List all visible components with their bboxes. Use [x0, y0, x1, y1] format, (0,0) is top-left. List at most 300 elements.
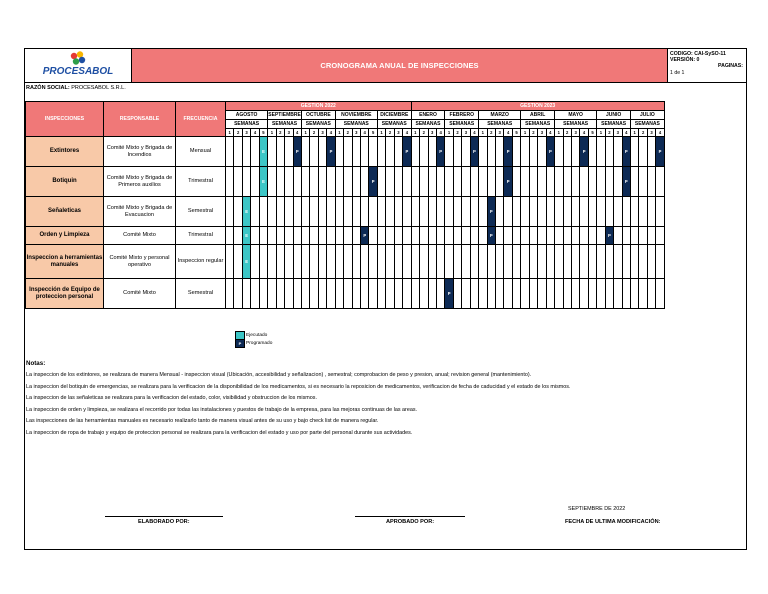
schedule-cell	[571, 245, 579, 279]
inspection-row	[26, 197, 665, 227]
week-number: 1	[377, 129, 385, 137]
frecuencia-cell: Inspeccion regular	[176, 245, 226, 279]
schedule-cell	[631, 137, 639, 167]
schedule-cell	[529, 227, 537, 245]
fecha-label: FECHA DE ULTIMA MODIFICACIÓN:	[565, 519, 661, 525]
schedule-cell	[318, 245, 326, 279]
schedule-cell	[647, 279, 655, 309]
programmed-swatch: P	[235, 339, 245, 348]
week-number: 1	[335, 129, 343, 137]
schedule-cell	[597, 197, 605, 227]
schedule-cell	[496, 227, 504, 245]
legend-label: Ejecutado	[246, 332, 268, 338]
schedule-cell	[335, 137, 343, 167]
month-header: ENERO	[411, 111, 445, 120]
inspection-name: Inspección de Equipo de proteccion personal	[26, 279, 104, 309]
schedule-cell	[445, 245, 453, 279]
note-line: La inspeccion de las señaleticas se realizara para la verificacion del estado, color, visibilidad y obstruccion de los mismos.	[26, 395, 317, 402]
schedule-cell	[285, 167, 293, 197]
schedule-cell	[512, 167, 520, 197]
schedule-cell	[597, 167, 605, 197]
programmed-cell: P	[361, 227, 369, 245]
schedule-cell	[512, 197, 520, 227]
semanas-header: SEMANAS	[411, 120, 445, 129]
semanas-header: SEMANAS	[377, 120, 411, 129]
schedule-cell	[639, 167, 647, 197]
schedule-cell	[268, 197, 276, 227]
frecuencia-cell: Mensual	[176, 137, 226, 167]
schedule-cell	[369, 197, 377, 227]
semanas-header: SEMANAS	[597, 120, 631, 129]
schedule-cell	[479, 245, 487, 279]
schedule-cell	[605, 279, 613, 309]
schedule-cell	[420, 245, 428, 279]
inspection-row	[26, 137, 665, 167]
week-number: 5	[369, 129, 377, 137]
responsable-cell: Comité Mixto y Brigada de Evacuacion	[104, 197, 176, 227]
programmed-cell: P	[327, 137, 335, 167]
schedule-cell	[377, 197, 385, 227]
week-number: 1	[411, 129, 419, 137]
programmed-cell: P	[504, 167, 512, 197]
schedule-cell	[242, 137, 250, 167]
week-number: 2	[453, 129, 461, 137]
schedule-cell	[318, 137, 326, 167]
schedule-cell	[555, 245, 563, 279]
responsable-cell: Comité Mixto y Brigada de Incendios	[104, 137, 176, 167]
note-line: La inspeccion del botiquin de emergencias, se realizara para la verificacion de la disponibilidad de los medicamentos, si es necesario la reposicion de medicamentos, verificacion de fecha de caducidad y el estado de los mismos.	[26, 383, 571, 390]
week-number: 2	[310, 129, 318, 137]
schedule-cell	[538, 279, 546, 309]
schedule-cell	[394, 227, 402, 245]
schedule-cell	[622, 245, 630, 279]
schedule-cell	[318, 279, 326, 309]
schedule-cell	[571, 197, 579, 227]
schedule-cell	[420, 227, 428, 245]
schedule-cell	[310, 137, 318, 167]
schedule-cell	[504, 245, 512, 279]
week-number: 4	[403, 129, 411, 137]
document-frame	[24, 48, 747, 550]
schedule-cell	[597, 227, 605, 245]
month-header: FEBRERO	[445, 111, 479, 120]
schedule-cell	[259, 197, 267, 227]
schedule-cell	[538, 167, 546, 197]
schedule-cell	[234, 137, 242, 167]
frecuencia-cell: Semestral	[176, 197, 226, 227]
schedule-cell	[301, 197, 309, 227]
razon-social-value: PROCESABOL S.R.L.	[71, 85, 126, 91]
week-number: 2	[420, 129, 428, 137]
executed-cell: E	[242, 227, 250, 245]
week-number: 4	[293, 129, 301, 137]
note-line: La inspeccion de ropa de trabajo y equipo de proteccion personal se realizara para la verificacion del estado y uso por parte del personal durante sus actividades.	[26, 429, 413, 436]
month-header: JUNIO	[597, 111, 631, 120]
week-number: 4	[580, 129, 588, 137]
week-number: 3	[318, 129, 326, 137]
schedule-cell	[462, 167, 470, 197]
schedule-cell	[335, 279, 343, 309]
week-number: 1	[226, 129, 234, 137]
month-header: AGOSTO	[226, 111, 268, 120]
schedule-cell	[276, 227, 284, 245]
schedule-cell	[276, 197, 284, 227]
responsable-cell: Comité Mixto y personal operativo	[104, 245, 176, 279]
document-header	[25, 49, 746, 83]
schedule-cell	[639, 245, 647, 279]
schedule-cell	[377, 279, 385, 309]
schedule-cell	[597, 245, 605, 279]
razon-social	[26, 85, 126, 91]
schedule-cell	[555, 197, 563, 227]
schedule-cell	[301, 227, 309, 245]
schedule-cell	[546, 245, 554, 279]
schedule-cell	[614, 137, 622, 167]
schedule-cell	[369, 279, 377, 309]
schedule-cell	[656, 167, 664, 197]
schedule-cell	[285, 137, 293, 167]
schedule-cell	[301, 167, 309, 197]
schedule-cell	[411, 197, 419, 227]
schedule-cell	[268, 227, 276, 245]
frecuencia-cell: Trimestral	[176, 167, 226, 197]
week-number: 5	[512, 129, 520, 137]
schedule-cell	[310, 167, 318, 197]
schedule-cell	[580, 245, 588, 279]
week-number: 3	[285, 129, 293, 137]
schedule-cell	[251, 167, 259, 197]
schedule-cell	[420, 279, 428, 309]
schedule-cell	[386, 167, 394, 197]
schedule-cell	[529, 245, 537, 279]
schedule-cell	[369, 245, 377, 279]
page-number: 1 de 1	[670, 70, 685, 76]
schedule-cell	[605, 197, 613, 227]
week-number: 4	[504, 129, 512, 137]
week-number: 4	[470, 129, 478, 137]
semanas-header: SEMANAS	[226, 120, 268, 129]
semanas-header: SEMANAS	[555, 120, 597, 129]
schedule-cell	[453, 167, 461, 197]
schedule-cell	[310, 227, 318, 245]
schedule-cell	[403, 167, 411, 197]
schedule-cell	[436, 245, 444, 279]
schedule-cell	[462, 227, 470, 245]
schedule-cell	[310, 197, 318, 227]
schedule-cell	[563, 245, 571, 279]
programmed-cell: P	[622, 137, 630, 167]
schedule-cell	[285, 279, 293, 309]
week-number: 3	[242, 129, 250, 137]
schedule-cell	[631, 279, 639, 309]
responsable-header: RESPONSABLE	[104, 102, 176, 137]
schedule-cell	[394, 167, 402, 197]
schedule-cell	[268, 245, 276, 279]
schedule-cell	[310, 245, 318, 279]
semanas-header: SEMANAS	[479, 120, 521, 129]
schedule-cell	[445, 137, 453, 167]
schedule-cell	[428, 245, 436, 279]
week-number: 1	[301, 129, 309, 137]
schedule-cell	[369, 227, 377, 245]
schedule-cell	[420, 137, 428, 167]
schedule-cell	[394, 245, 402, 279]
schedule-cell	[647, 167, 655, 197]
week-number: 1	[445, 129, 453, 137]
schedule-cell	[445, 167, 453, 197]
schedule-cell	[605, 245, 613, 279]
schedule-cell	[588, 197, 596, 227]
week-number: 3	[428, 129, 436, 137]
version-text: VERSIÓN: 0	[670, 57, 700, 63]
schedule-cell	[352, 167, 360, 197]
schedule-cell	[411, 245, 419, 279]
schedule-cell	[487, 279, 495, 309]
schedule-cell	[403, 279, 411, 309]
schedule-cell	[521, 279, 529, 309]
schedule-cell	[352, 197, 360, 227]
schedule-cell	[318, 167, 326, 197]
schedule-cell	[563, 227, 571, 245]
note-line: Las inspecciones de las herramientas manuales es necesario realizarlo tanto de manera visual antes de su uso y bajo check list de manera regular.	[26, 418, 379, 425]
schedule-cell	[580, 197, 588, 227]
schedule-cell	[226, 227, 234, 245]
schedule-cell	[614, 167, 622, 197]
schedule-cell	[259, 227, 267, 245]
schedule-cell	[563, 137, 571, 167]
legend-item	[235, 339, 272, 347]
schedule-cell	[538, 245, 546, 279]
procesabol-logo-icon	[25, 49, 131, 82]
schedule-cell	[327, 245, 335, 279]
schedule-cell	[639, 197, 647, 227]
schedule-cell	[512, 279, 520, 309]
schedule-cell	[268, 137, 276, 167]
schedule-cell	[344, 137, 352, 167]
programmed-cell: P	[293, 137, 301, 167]
schedule-cell	[470, 167, 478, 197]
schedule-cell	[656, 197, 664, 227]
schedule-cell	[335, 197, 343, 227]
semanas-header: SEMANAS	[445, 120, 479, 129]
week-number: 2	[605, 129, 613, 137]
schedule-cell	[496, 197, 504, 227]
schedule-cell	[597, 137, 605, 167]
schedule-cell	[555, 137, 563, 167]
executed-cell: E	[242, 197, 250, 227]
schedule-cell	[436, 279, 444, 309]
schedule-cell	[436, 197, 444, 227]
schedule-cell	[555, 279, 563, 309]
schedule-cell	[512, 227, 520, 245]
programmed-cell: P	[622, 167, 630, 197]
schedule-cell	[361, 197, 369, 227]
week-number: 4	[656, 129, 664, 137]
month-header: OCTUBRE	[301, 111, 335, 120]
schedule-cell	[496, 279, 504, 309]
schedule-cell	[529, 197, 537, 227]
note-line: La inspeccion de orden y limpieza, se realizara el recorrido por todas las instalaciones y puestos de trabajo de la empresa, para las mejoras continuas de las areas.	[26, 406, 418, 413]
schedule-cell	[470, 197, 478, 227]
schedule-cell	[428, 137, 436, 167]
week-number: 2	[344, 129, 352, 137]
schedule-cell	[521, 227, 529, 245]
semanas-header: SEMANAS	[301, 120, 335, 129]
semanas-header: SEMANAS	[521, 120, 555, 129]
schedule-cell	[411, 137, 419, 167]
schedule-cell	[352, 279, 360, 309]
schedule-cell	[512, 245, 520, 279]
note-line: La inspeccion de los extintores, se realizara de manera Mensual - inspeccion visual (Ubicación, accesibilidad y señalizacion) , semestral; comprobacion de peso y presion, anual; revision general (mantenimiento).	[26, 372, 532, 378]
codigo-text: CODIGO: CAI-SySO-11	[670, 51, 726, 57]
schedule-cell	[512, 137, 520, 167]
schedule-cell	[631, 245, 639, 279]
schedule-cell	[656, 245, 664, 279]
schedule-cell	[546, 227, 554, 245]
schedule-cell	[588, 227, 596, 245]
week-number: 4	[622, 129, 630, 137]
schedule-cell	[479, 167, 487, 197]
schedule-cell	[529, 279, 537, 309]
elaborado-signature-line	[105, 516, 223, 517]
schedule-cell	[259, 245, 267, 279]
schedule-cell	[276, 137, 284, 167]
week-number: 1	[479, 129, 487, 137]
schedule-cell	[310, 279, 318, 309]
schedule-cell	[226, 279, 234, 309]
schedule-cell	[327, 167, 335, 197]
programmed-cell: P	[369, 167, 377, 197]
schedule-cell	[647, 227, 655, 245]
gestion-2022-header: GESTION 2022	[226, 102, 412, 111]
paginas-label: PAGINAS:	[718, 63, 743, 69]
schedule-cell	[546, 167, 554, 197]
week-number: 4	[436, 129, 444, 137]
schedule-cell	[335, 245, 343, 279]
week-number: 1	[597, 129, 605, 137]
executed-cell: E	[242, 245, 250, 279]
week-number: 2	[386, 129, 394, 137]
schedule-cell	[445, 227, 453, 245]
schedule-cell	[301, 245, 309, 279]
schedule-cell	[276, 245, 284, 279]
schedule-cell	[436, 227, 444, 245]
schedule-cell	[242, 279, 250, 309]
schedule-cell	[234, 227, 242, 245]
schedule-cell	[234, 245, 242, 279]
notes-title: Notas:	[26, 360, 46, 367]
schedule-cell	[614, 227, 622, 245]
schedule-cell	[614, 197, 622, 227]
schedule-cell	[377, 245, 385, 279]
schedule-cell	[411, 227, 419, 245]
schedule-cell	[293, 279, 301, 309]
schedule-cell	[614, 245, 622, 279]
schedule-cell	[352, 227, 360, 245]
inspection-row	[26, 167, 665, 197]
frecuencia-header: FRECUENCIA	[176, 102, 226, 137]
week-number: 5	[588, 129, 596, 137]
schedule-cell	[605, 137, 613, 167]
schedule-cell	[226, 245, 234, 279]
week-number: 3	[462, 129, 470, 137]
inspection-name: Extintores	[26, 137, 104, 167]
schedule-cell	[453, 245, 461, 279]
schedule-cell	[411, 279, 419, 309]
company-logo	[25, 49, 132, 82]
schedule-cell	[420, 197, 428, 227]
week-number: 3	[538, 129, 546, 137]
schedule-cell	[580, 227, 588, 245]
programmed-cell: P	[487, 197, 495, 227]
schedule-cell	[453, 197, 461, 227]
schedule-cell	[656, 279, 664, 309]
schedule-cell	[538, 227, 546, 245]
schedule-cell	[605, 167, 613, 197]
schedule-cell	[234, 197, 242, 227]
schedule-cell	[580, 279, 588, 309]
schedule-cell	[487, 137, 495, 167]
schedule-cell	[344, 167, 352, 197]
legend-label: Programado	[246, 340, 273, 346]
schedule-cell	[563, 197, 571, 227]
schedule-cell	[327, 227, 335, 245]
schedule-cell	[318, 197, 326, 227]
schedule-cell	[403, 227, 411, 245]
schedule-cell	[470, 279, 478, 309]
schedule-cell	[293, 245, 301, 279]
responsable-cell: Comité Mixto	[104, 279, 176, 309]
schedule-cell	[521, 167, 529, 197]
week-number: 1	[521, 129, 529, 137]
svg-text:PROCESABOL: PROCESABOL	[42, 66, 114, 77]
schedule-cell	[555, 227, 563, 245]
schedule-cell	[647, 245, 655, 279]
schedule-cell	[571, 279, 579, 309]
week-number: 3	[571, 129, 579, 137]
week-number: 2	[639, 129, 647, 137]
schedule-cell	[656, 227, 664, 245]
schedule-cell	[268, 279, 276, 309]
schedule-cell	[504, 227, 512, 245]
schedule-cell	[394, 197, 402, 227]
schedule-cell	[251, 137, 259, 167]
inspection-name: Orden y Limpieza	[26, 227, 104, 245]
week-number: 2	[234, 129, 242, 137]
page-title: CRONOGRAMA ANUAL DE INSPECCIONES	[132, 49, 668, 82]
frecuencia-cell: Trimestral	[176, 227, 226, 245]
schedule-cell	[386, 137, 394, 167]
week-number: 2	[276, 129, 284, 137]
schedule-cell	[462, 245, 470, 279]
schedule-cell	[344, 197, 352, 227]
week-number: 3	[614, 129, 622, 137]
schedule-cell	[538, 197, 546, 227]
executed-cell: E	[259, 137, 267, 167]
schedule-cell	[529, 137, 537, 167]
schedule-cell	[647, 197, 655, 227]
schedule-cell	[285, 197, 293, 227]
schedule-cell	[293, 197, 301, 227]
schedule-cell	[411, 167, 419, 197]
week-number: 4	[361, 129, 369, 137]
month-header: DICIEMBRE	[377, 111, 411, 120]
executed-cell: E	[259, 167, 267, 197]
month-header: MAYO	[555, 111, 597, 120]
schedule-cell	[226, 197, 234, 227]
schedule-cell	[394, 137, 402, 167]
schedule-cell	[622, 279, 630, 309]
